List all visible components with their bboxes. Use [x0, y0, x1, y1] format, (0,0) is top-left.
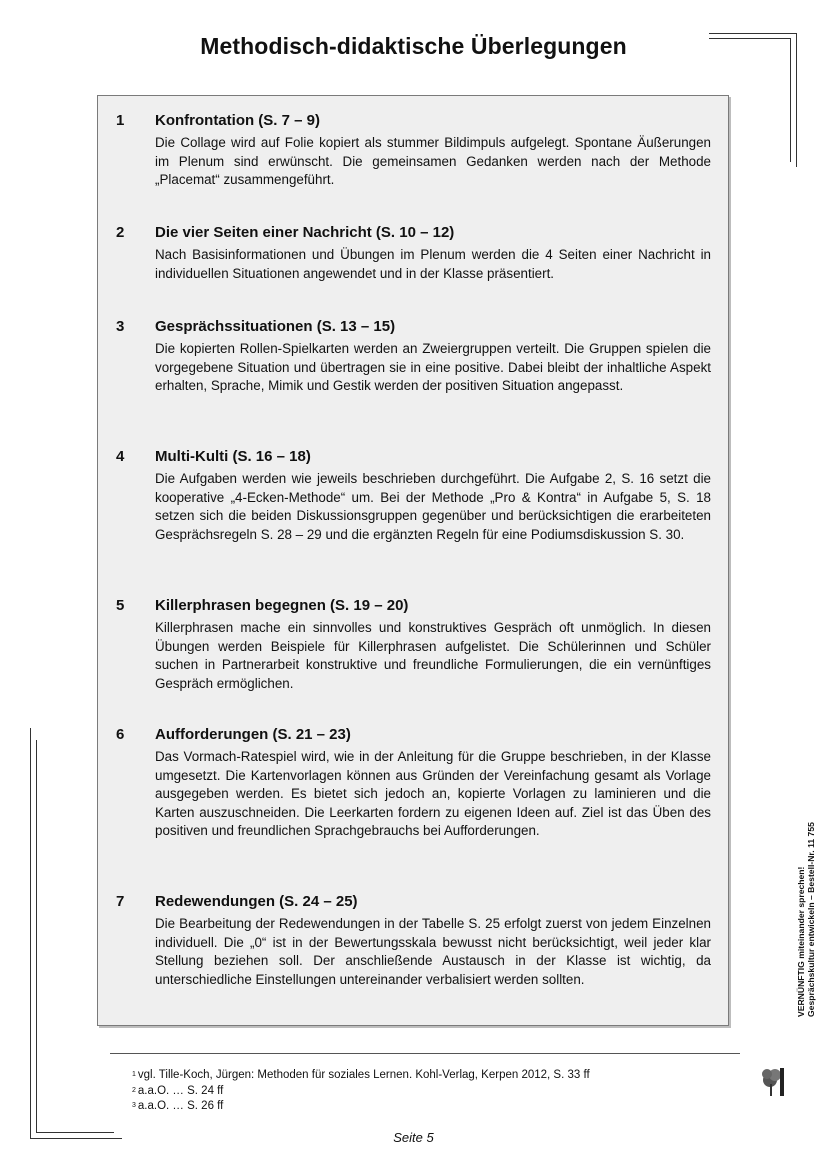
frame-line-top-inner	[709, 38, 791, 39]
section-title: Gesprächssituationen (S. 13 – 15)	[155, 318, 396, 335]
side-label-title: VERNÜNFTIG miteinander sprechen!	[796, 866, 806, 1017]
section-text: Killerphrasen mache ein sinnvolles und konstruktives Gespräch oft unmöglich. In diesen Übungen werden Beispiele für Killerphrasen aufgelistet. Die Schülerinnen und Schüler suchen in Partnerarbeit konstruktive und freundliche Formulierungen, die ein vernünftiges Gespräch ermöglichen.	[155, 620, 711, 691]
section-title: Killerphrasen begegnen (S. 19 – 20)	[155, 597, 409, 614]
footnote-marker: 3	[132, 1102, 136, 1109]
publisher-side-label	[796, 822, 816, 1017]
publisher-logo	[760, 1060, 800, 1100]
footnote	[132, 1084, 590, 1100]
section-title: Multi-Kulti (S. 16 – 18)	[155, 448, 311, 465]
section-number: 3	[116, 318, 125, 335]
section-text: Die Collage wird auf Folie kopiert als stummer Bildimpuls aufgelegt. Spontane Äußerungen im Plenum sind erwünscht. Die gemeinsamen Gedanken werden nach der Methode „Placemat“ zusammengeführt.	[155, 135, 711, 188]
footnote-marker: 2	[132, 1086, 136, 1094]
section-text: Die Aufgaben werden wie jeweils beschrieben durchgeführt. Die Aufgabe 2, S. 16 setzt die kooperative „4-Ecken-Methode“ um. Bei der Methode „Pro & Kontra“ in Aufgabe 5, S. 18 setzen sich die beiden Diskussionsgruppen gegenüber und berücksichtigen die erarbeiteten Gesprächsregeln S. 28 – 29 und die ergänzten Regeln für eine Podiumsdiskussion S. 30.	[155, 471, 711, 542]
footnote-marker: 1	[132, 1071, 136, 1078]
footnotes	[132, 1068, 590, 1115]
section-text: Nach Basisinformationen und Übungen im Plenum werden die 4 Seiten einer Nachricht in individuellen Situationen angewendet und in der Klasse präsentiert.	[155, 247, 711, 281]
section-title: Redewendungen (S. 24 – 25)	[155, 893, 358, 910]
frame-line-left-inner	[36, 740, 37, 1132]
page-title: Methodisch-didaktische Überlegungen	[200, 33, 627, 59]
section-text: Die Bearbeitung der Redewendungen in der Tabelle S. 25 erfolgt zuerst von jedem Einzelnen individuell. Die „0“ ist in der Bewertungsskala bewusst nicht berücksichtigt, weil jeder klar Stellung beziehen soll. Der anschließende Austausch in der Klasse ist wichtig, da unterschiedliche Einstellungen untereinander verbalisiert werden sollten.	[155, 916, 711, 987]
section-number: 1	[116, 112, 125, 129]
section-number: 2	[116, 224, 125, 241]
section-text: Das Vormach-Ratespiel wird, wie in der Anleitung für die Gruppe beschrieben, in der Klasse umgesetzt. Die Kartenvorlagen können aus Gründen der Vereinfachung gesamt als Vorlage ausgegeben werden. Es bietet sich jedoch an, kopierte Vorlagen zu laminieren und die Karten auszuschneiden. Die Leerkarten fordern zu eigenen Ideen auf. Ziel ist das Üben des positiven und freundlichen Sprachgebrauchs bei Aufforderungen.	[155, 749, 711, 839]
side-label-order: Gesprächskultur entwickeln – Bestell-Nr. 11 755	[806, 822, 816, 1017]
section-title: Die vier Seiten einer Nachricht (S. 10 – 12)	[155, 224, 455, 241]
section-number: 5	[116, 597, 125, 614]
section-title: Aufforderungen (S. 21 – 23)	[155, 726, 351, 743]
section-number: 4	[116, 448, 125, 465]
footnote-divider	[110, 1053, 740, 1054]
frame-line-right-inner	[790, 38, 791, 162]
frame-line-right	[796, 33, 797, 167]
footnote	[132, 1068, 590, 1084]
section-number: 7	[116, 893, 125, 910]
tree-logo-icon	[760, 1060, 800, 1100]
frame-line-left	[30, 728, 31, 1138]
page-number: Seite 5	[393, 1130, 434, 1145]
footnote-text: a.a.O. … S. 24 ff	[137, 1084, 224, 1097]
content-box	[97, 95, 729, 1026]
frame-line-top	[709, 33, 797, 34]
section-text: Die kopierten Rollen-Spielkarten werden an Zweiergruppen verteilt. Die Gruppen spielen die vorgegebene Situation und übertragen sie in eine positive. Dabei bleibt der inhaltliche Aspekt erhalten, Sprache, Mimik und Gestik werden der positiven Situation angepasst.	[155, 341, 711, 394]
section-title: Konfrontation (S. 7 – 9)	[155, 112, 320, 129]
section-number: 6	[116, 726, 125, 743]
footnote-text: vgl. Tille-Koch, Jürgen: Methoden für soziales Lernen. Kohl-Verlag, Kerpen 2012, S. 33 ff	[137, 1069, 590, 1081]
footnote-text: a.a.O. … S. 26 ff	[137, 1100, 224, 1112]
footnote	[132, 1099, 590, 1115]
